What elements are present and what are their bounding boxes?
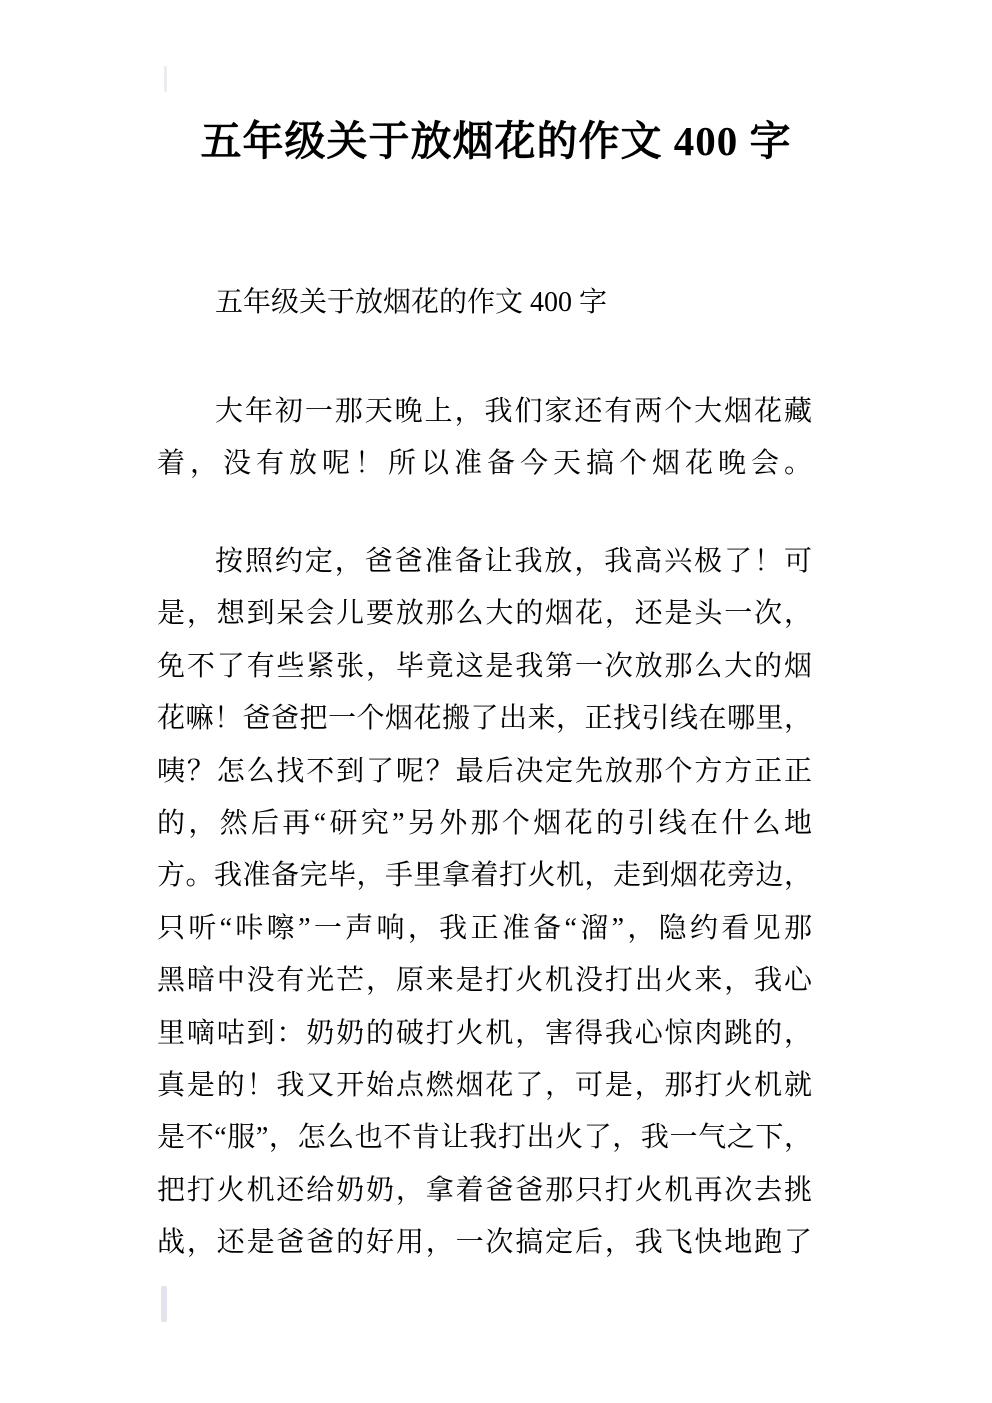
text-line: 黑暗中没有光芒，原来是打火机没打出火来，我心: [157, 965, 812, 997]
text-line: 按照约定，爸爸准备让我放，我高兴极了！可: [215, 546, 812, 577]
text-line: 是，想到呆会儿要放那么大的烟花，还是头一次，: [157, 598, 812, 630]
text-line: 是不“服”，怎么也不肯让我打出火了，我一气之下，: [157, 1122, 812, 1154]
document-subtitle-block: [157, 277, 812, 329]
text-line: 方。我准备完毕，手里拿着打火机，走到烟花旁边，: [157, 860, 812, 892]
scan-artifact-top: [164, 66, 167, 92]
paragraph-1: [157, 386, 812, 491]
text-line: 的，然后再“研究”另外那个烟花的引线在什么地: [157, 808, 812, 840]
text-line: 战，还是爸爸的好用，一次搞定后，我飞快地跑了: [157, 1227, 812, 1259]
text-line: 大年初一那天晚上，我们家还有两个大烟花藏: [215, 396, 812, 427]
text-line: 免不了有些紧张，毕竟这是我第一次放那么大的烟: [157, 650, 812, 682]
text-line: 里嘀咕到：奶奶的破打火机，害得我心惊肉跳的，: [157, 1017, 812, 1049]
document-subtitle: 五年级关于放烟花的作文 400 字: [215, 287, 608, 318]
scan-artifact-bottom: [161, 1286, 167, 1322]
text-line: 只听“咔嚓”一声响，我正准备“溜”，隐约看见那: [157, 912, 812, 944]
text-line: 咦？怎么找不到了呢？最后决定先放那个方方正正: [157, 755, 812, 787]
text-line: 真是的！我又开始点燃烟花了，可是，那打火机就: [157, 1070, 812, 1102]
text-line: 着，没有放呢！所以准备今天搞个烟花晚会。: [157, 448, 812, 480]
paragraph-2: [157, 536, 812, 1270]
text-line: 把打火机还给奶奶，拿着爸爸那只打火机再次去挑: [157, 1174, 812, 1206]
document-title: 五年级关于放烟花的作文 400 字: [200, 118, 792, 164]
text-line: 花嘛！爸爸把一个烟花搬了出来，正找引线在哪里，: [157, 703, 812, 735]
